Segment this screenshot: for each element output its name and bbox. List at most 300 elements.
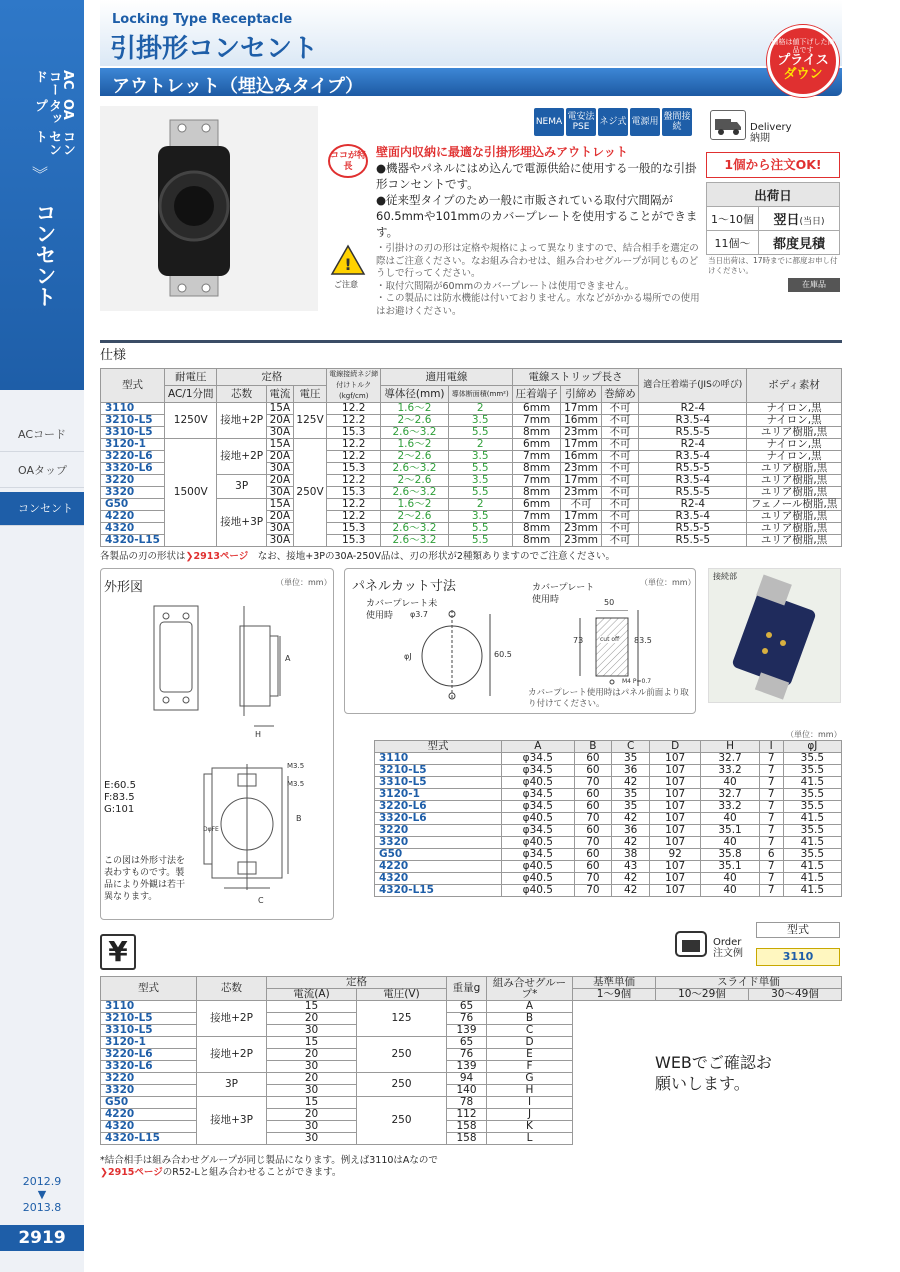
pse-icon: 電安法PSE xyxy=(566,108,596,136)
spec-withstand: 1250V xyxy=(165,403,217,439)
price-model: 3120-1 xyxy=(101,1037,197,1049)
feature-tag: ココが特長 xyxy=(328,144,368,178)
spec-cell: 5.5 xyxy=(448,523,512,535)
price-h-rating: 定格 xyxy=(267,977,447,989)
dim-cell: 60 xyxy=(574,789,612,801)
ship-head: 出荷日 xyxy=(707,183,840,207)
price-voltage: 250 xyxy=(357,1037,447,1073)
dim-cell: 107 xyxy=(649,777,700,789)
dim-cell: 33.2 xyxy=(701,765,759,777)
spec-cell: 8mm xyxy=(512,535,561,547)
dim-cell: 107 xyxy=(649,789,700,801)
dim-cell: 35.5 xyxy=(783,789,841,801)
dim-cell: 7 xyxy=(759,861,783,873)
price-current: 20 xyxy=(267,1049,357,1061)
dim-row xyxy=(375,825,842,837)
spec-model: 3320-L6 xyxy=(101,463,165,475)
spec-cell: 6mm xyxy=(512,499,561,511)
price-model: 3220-L6 xyxy=(101,1049,197,1061)
dim-cell: φ34.5 xyxy=(502,825,574,837)
spec-row xyxy=(101,439,842,451)
dim-row xyxy=(375,849,842,861)
dim-cell: 60 xyxy=(574,825,612,837)
spec-cell: ユリア樹脂,黒 xyxy=(747,463,842,475)
dim-cell: 33.2 xyxy=(701,801,759,813)
price-cores: 接地+3P xyxy=(197,1097,267,1145)
dim-cell: 4220 xyxy=(375,861,502,873)
ship-day-1: 翌日(当日) xyxy=(759,207,840,231)
spec-table xyxy=(100,368,842,547)
spec-cell: 17mm xyxy=(561,439,601,451)
spec-h-voltage: 電圧 xyxy=(293,386,326,403)
price-h-model: 型式 xyxy=(101,977,197,1001)
price-weight: 76 xyxy=(447,1049,487,1061)
caution-notes xyxy=(376,243,701,318)
spec-cell: 12.2 xyxy=(327,475,381,487)
spec-cell: ユリア樹脂,黒 xyxy=(747,427,842,439)
dim-cell: 70 xyxy=(574,777,612,789)
spec-current: 15A xyxy=(266,499,293,511)
outline-title: 外形図 xyxy=(104,580,144,595)
price-h-10-29: 10〜29個 xyxy=(655,989,748,1001)
price-note-link[interactable]: 2915ページ xyxy=(107,1167,163,1178)
price-weight: 78 xyxy=(447,1097,487,1109)
spec-current: 30A xyxy=(266,487,293,499)
spec-cell: 不可 xyxy=(601,511,639,523)
spec-cell: 12.2 xyxy=(327,403,381,415)
spec-model: 4320-L15 xyxy=(101,535,165,547)
panelcut-no-cover: カバープレート未使用時 xyxy=(366,599,438,621)
spec-current: 15A xyxy=(266,403,293,415)
price-model: 3320-L6 xyxy=(101,1061,197,1073)
connection-photo xyxy=(708,568,841,703)
dim-cell: 35.1 xyxy=(701,825,759,837)
feature-heading: 壁面内収納に最適な引掛形埋込みアウトレット xyxy=(376,145,628,159)
feature-bullet-1: ●機器やパネルにはめ込んで電源供給に使用する一般的な引掛形コンセントです。 xyxy=(376,161,697,191)
spec-cell: R5.5-5 xyxy=(639,535,747,547)
dim-cell: 4320-L15 xyxy=(375,885,502,897)
spec-cores: 接地+2P xyxy=(217,403,267,439)
panelcut-unit: （単位：mm） xyxy=(640,578,696,587)
price-weight: 140 xyxy=(447,1085,487,1097)
spec-model: G50 xyxy=(101,499,165,511)
dim-cell: 3220-L6 xyxy=(375,801,502,813)
spec-h-ac: AC/1分間 xyxy=(165,386,217,403)
spec-cell: 8mm xyxy=(512,427,561,439)
caution-label: ご注意 xyxy=(334,280,358,289)
dim-cell: 3220 xyxy=(375,825,502,837)
dim-row xyxy=(375,837,842,849)
panelcut-50: 50 xyxy=(604,598,615,607)
spec-cores: 3P xyxy=(217,475,267,499)
price-voltage: 250 xyxy=(357,1073,447,1097)
sidebar-item-outlet[interactable]: コンセント xyxy=(0,492,84,526)
spec-cell: フェノール樹脂,黒 xyxy=(747,499,842,511)
spec-cell: R3.5-4 xyxy=(639,451,747,463)
spec-cell: ユリア樹脂,黒 xyxy=(747,523,842,535)
ship-day-2: 都度見積 xyxy=(759,231,840,255)
spec-cell: R5.5-5 xyxy=(639,463,747,475)
chevron-down-icon: ︾ xyxy=(32,165,49,184)
order-from-one-banner: 1個から注文OK! xyxy=(706,152,840,178)
dim-cell: 32.7 xyxy=(701,789,759,801)
price-h-weight: 重量g xyxy=(447,977,487,1001)
dim-cell: 7 xyxy=(759,777,783,789)
dim-cell: 107 xyxy=(649,765,700,777)
dim-cell: 70 xyxy=(574,885,612,897)
dim-cell: 36 xyxy=(612,825,650,837)
spec-cell: 2.6〜3.2 xyxy=(381,427,448,439)
dim-unit: （単位：mm） xyxy=(786,730,842,739)
spec-title: 仕様 xyxy=(100,348,127,363)
phone-icon xyxy=(674,928,710,960)
dim-cell: φ40.5 xyxy=(502,885,574,897)
spec-cell: ナイロン,黒 xyxy=(747,415,842,427)
dim-cell: 3210-L5 xyxy=(375,765,502,777)
spec-cell: 2.6〜3.2 xyxy=(381,463,448,475)
dim-cell: 60 xyxy=(574,801,612,813)
price-weight: 139 xyxy=(447,1061,487,1073)
dim-cell: 107 xyxy=(649,813,700,825)
spec-cell: 8mm xyxy=(512,463,561,475)
spec-h-body: ボディ素材 xyxy=(747,369,842,403)
spec-cell: 不可 xyxy=(601,427,639,439)
price-cores: 接地+2P xyxy=(197,1001,267,1037)
price-model: 4320-L15 xyxy=(101,1133,197,1145)
spec-cell: 不可 xyxy=(601,523,639,535)
price-group: J xyxy=(487,1109,573,1121)
outline-f: F:83.5 xyxy=(104,792,135,803)
spec-cell: 17mm xyxy=(561,511,601,523)
dim-cell: 35.5 xyxy=(783,753,841,765)
spec-note-link[interactable]: 2913ページ xyxy=(193,551,249,562)
price-model: 3320 xyxy=(101,1085,197,1097)
panelcut-835: 83.5 xyxy=(634,636,652,645)
spec-h-diameter: 導体径(mm) xyxy=(381,386,448,403)
dim-header: A xyxy=(502,741,574,753)
spec-cell: 23mm xyxy=(561,523,601,535)
power-use-icon: 電源用 xyxy=(630,108,660,136)
dim-cell: φ40.5 xyxy=(502,813,574,825)
spec-cell: 15.3 xyxy=(327,523,381,535)
panelcut-cutoff: cut off xyxy=(600,636,620,643)
price-group: E xyxy=(487,1049,573,1061)
dim-cell: 6 xyxy=(759,849,783,861)
sidebar-cat-ac[interactable]: ACコード xyxy=(32,70,75,96)
price-weight: 94 xyxy=(447,1073,487,1085)
subheader-title: アウトレット（埋込みタイプ） xyxy=(112,76,364,97)
sidebar-categories xyxy=(10,70,74,160)
spec-model: 3220-L6 xyxy=(101,451,165,463)
dim-cell: 35.5 xyxy=(783,765,841,777)
dim-cell: 60 xyxy=(574,861,612,873)
spec-cell: 2 xyxy=(448,403,512,415)
dim-cell: 3320 xyxy=(375,837,502,849)
price-note-1: *結合相手は組み合わせグループが同じ製品になります。例えば3110はAなので xyxy=(100,1155,438,1166)
section-divider xyxy=(100,340,842,343)
spec-cell: 7mm xyxy=(512,475,561,487)
spec-cell: R2-4 xyxy=(639,439,747,451)
spec-cell: ナイロン,黒 xyxy=(747,439,842,451)
spec-current: 30A xyxy=(266,535,293,547)
price-voltage: 250 xyxy=(357,1097,447,1145)
price-note xyxy=(100,1155,438,1179)
dim-cell: 107 xyxy=(649,825,700,837)
price-current: 30 xyxy=(267,1133,357,1145)
spec-cell: 不可 xyxy=(601,403,639,415)
badge-down: ダウン xyxy=(783,67,823,82)
dim-row xyxy=(375,885,842,897)
spec-h-rating: 定格 xyxy=(217,369,327,386)
dim-cell: 41.5 xyxy=(783,777,841,789)
spec-cell: 3.5 xyxy=(448,475,512,487)
outline-label-h: H xyxy=(255,730,262,739)
dim-cell: 107 xyxy=(649,873,700,885)
dim-cell: 7 xyxy=(759,765,783,777)
price-current: 15 xyxy=(267,1097,357,1109)
dim-cell: 92 xyxy=(649,849,700,861)
spec-cell: 3.5 xyxy=(448,451,512,463)
spec-cell: 15.3 xyxy=(327,463,381,475)
spec-cell: 15.3 xyxy=(327,427,381,439)
dim-row xyxy=(375,765,842,777)
dim-cell: φ34.5 xyxy=(502,765,574,777)
spec-cell: ユリア樹脂,黒 xyxy=(747,475,842,487)
dim-cell: 38 xyxy=(612,849,650,861)
price-voltage: 125 xyxy=(357,1001,447,1037)
screw-type-icon: ネジ式 xyxy=(598,108,628,136)
price-weight: 139 xyxy=(447,1025,487,1037)
price-model: G50 xyxy=(101,1097,197,1109)
spec-cell: 12.2 xyxy=(327,511,381,523)
spec-cell: ユリア樹脂,黒 xyxy=(747,535,842,547)
dim-cell: 7 xyxy=(759,873,783,885)
warning-icon xyxy=(330,244,366,276)
spec-current: 30A xyxy=(266,463,293,475)
dim-row xyxy=(375,789,842,801)
price-current: 30 xyxy=(267,1121,357,1133)
outline-note: この図は外形寸法を表わすものです。製品により外観は若干異なります。 xyxy=(104,856,186,902)
dim-cell: 107 xyxy=(649,885,700,897)
spec-cell: 2〜2.6 xyxy=(381,475,448,487)
spec-cell: R3.5-4 xyxy=(639,475,747,487)
panelcut-use-cover: カバープレート使用時 xyxy=(532,583,595,605)
dim-cell: 42 xyxy=(612,777,650,789)
dim-cell: 41.5 xyxy=(783,861,841,873)
spec-cell: 3.5 xyxy=(448,511,512,523)
connection-label: 接続部 xyxy=(713,572,737,581)
spec-voltage: 250V xyxy=(293,439,326,547)
spec-cell: R5.5-5 xyxy=(639,523,747,535)
price-weight: 65 xyxy=(447,1037,487,1049)
spec-cell: 不可 xyxy=(601,415,639,427)
price-h-slide: スライド単価 xyxy=(655,977,841,989)
spec-cell: 不可 xyxy=(561,499,601,511)
sidebar-category-panel xyxy=(0,0,84,390)
panelcut-605: 60.5 xyxy=(494,650,512,659)
dim-cell: 41.5 xyxy=(783,885,841,897)
dim-cell: 40 xyxy=(701,837,759,849)
price-weight: 158 xyxy=(447,1133,487,1145)
panelcut-m4: M4 P=0.7 xyxy=(622,678,652,685)
spec-current: 20A xyxy=(266,475,293,487)
spec-cell: 1.6〜2 xyxy=(381,439,448,451)
spec-cell: 不可 xyxy=(601,451,639,463)
spec-cell: R3.5-4 xyxy=(639,415,747,427)
panelcut-note: カバープレート使用時はパネル前面より取り付けてください。 xyxy=(528,688,689,709)
dim-cell: 41.5 xyxy=(783,837,841,849)
dim-cell: 41.5 xyxy=(783,873,841,885)
price-group: A xyxy=(487,1001,573,1013)
spec-cell: 15.3 xyxy=(327,535,381,547)
spec-cell: ナイロン,黒 xyxy=(747,451,842,463)
page-title-en: Locking Type Receptacle xyxy=(112,12,293,27)
price-current: 30 xyxy=(267,1061,357,1073)
spec-cell: R5.5-5 xyxy=(639,487,747,499)
dim-cell: 42 xyxy=(612,837,650,849)
price-group: C xyxy=(487,1025,573,1037)
spec-cell: 不可 xyxy=(601,535,639,547)
dim-cell: 7 xyxy=(759,825,783,837)
feature-bullet-2: ●従来型タイプのため一般に市販されている取付穴間隔が60.5mmや101mmのカバープレートを使用することができます。 xyxy=(376,193,698,239)
spec-cell: 7mm xyxy=(512,415,561,427)
spec-cell: 1.6〜2 xyxy=(381,499,448,511)
spec-cell: 不可 xyxy=(601,499,639,511)
spec-cell: 16mm xyxy=(561,415,601,427)
sidebar-cat-oa[interactable]: OAタップ xyxy=(32,99,75,126)
dim-row xyxy=(375,801,842,813)
spec-cell: 2.6〜3.2 xyxy=(381,523,448,535)
spec-cell: 1.6〜2 xyxy=(381,403,448,415)
sidebar-item-oa[interactable]: OAタップ xyxy=(0,454,84,488)
dim-header: D xyxy=(649,741,700,753)
dim-header: I xyxy=(759,741,783,753)
dim-cell: 4320 xyxy=(375,873,502,885)
spec-row xyxy=(101,403,842,415)
outline-efg xyxy=(104,780,136,816)
caution-note-1: ・引掛けの刃の形は定格や規格によって異なりますので、結合相手を選定の際はご注意ください。なお組み合わせは、組み合わせグループが同じものどうしで行ってください。 xyxy=(376,243,699,279)
price-weight: 158 xyxy=(447,1121,487,1133)
spec-h-area: 導体断面積(mm²) xyxy=(448,386,512,403)
price-current: 15 xyxy=(267,1037,357,1049)
price-current: 20 xyxy=(267,1109,357,1121)
dim-cell: φ40.5 xyxy=(502,873,574,885)
dim-cell: φ40.5 xyxy=(502,777,574,789)
spec-model: 3110 xyxy=(101,403,165,415)
price-weight: 76 xyxy=(447,1013,487,1025)
spec-cell: 6mm xyxy=(512,439,561,451)
price-model: 4320 xyxy=(101,1121,197,1133)
dim-cell: 7 xyxy=(759,789,783,801)
date-to: 2013.8 xyxy=(22,1201,62,1214)
dim-cell: 35.1 xyxy=(701,861,759,873)
outline-label-a: A xyxy=(285,654,291,663)
dim-cell: 35 xyxy=(612,801,650,813)
spec-current: 20A xyxy=(266,415,293,427)
price-h-30-49: 30〜49個 xyxy=(748,989,841,1001)
spec-cell: ユリア樹脂,黒 xyxy=(747,511,842,523)
price-model: 3210-L5 xyxy=(101,1013,197,1025)
spec-note xyxy=(100,548,615,562)
price-cores: 接地+2P xyxy=(197,1037,267,1073)
spec-h-crimp: 圧着端子 xyxy=(512,386,561,403)
spec-cell: 不可 xyxy=(601,463,639,475)
spec-cell: 23mm xyxy=(561,463,601,475)
spec-cell: 3.5 xyxy=(448,415,512,427)
spec-cell: 23mm xyxy=(561,427,601,439)
sidebar-item-ac[interactable]: ACコード xyxy=(0,418,84,452)
spec-model: 3320 xyxy=(101,487,165,499)
dim-cell: 70 xyxy=(574,813,612,825)
price-h-current: 電流(A) xyxy=(267,989,357,1001)
dim-cell: φ34.5 xyxy=(502,801,574,813)
spec-voltage: 125V xyxy=(293,403,326,439)
spec-cell: 5.5 xyxy=(448,535,512,547)
spec-cell: 2〜2.6 xyxy=(381,451,448,463)
spec-cell: 17mm xyxy=(561,403,601,415)
price-model: 3220 xyxy=(101,1073,197,1085)
badge-caption: 価格は値下げした商品です xyxy=(771,38,835,54)
spec-h-pull: 引締め xyxy=(561,386,601,403)
dim-cell: 41.5 xyxy=(783,813,841,825)
spec-cell: 2.6〜3.2 xyxy=(381,535,448,547)
spec-model: 3310-L5 xyxy=(101,427,165,439)
price-row xyxy=(101,1001,842,1013)
price-weight: 112 xyxy=(447,1109,487,1121)
spec-h-current: 電流 xyxy=(266,386,293,403)
badge-price: プライス xyxy=(777,53,829,68)
delivery-label: Delivery 納期 xyxy=(750,122,792,144)
price-group: I xyxy=(487,1097,573,1109)
spec-cell: 2〜2.6 xyxy=(381,511,448,523)
outline-label-dphie: DφFE xyxy=(203,826,219,833)
dimension-table xyxy=(374,740,842,897)
spec-h-cores: 芯数 xyxy=(217,386,267,403)
spec-h-strip: 電線ストリップ長さ xyxy=(512,369,639,386)
arrow-icon: ❯ xyxy=(100,1167,108,1178)
spec-current: 15A xyxy=(266,439,293,451)
price-current: 30 xyxy=(267,1085,357,1097)
dim-cell: 60 xyxy=(574,849,612,861)
spec-cell: R5.5-5 xyxy=(639,427,747,439)
page-number: 2919 xyxy=(0,1225,84,1251)
caution-note-3: ・この製品には防水機能は付いておりません。水などがかかる場所での使用はお避けください。 xyxy=(376,293,700,317)
dim-cell: 35 xyxy=(612,753,650,765)
spec-model: 4220 xyxy=(101,511,165,523)
sidebar-cat-outlet[interactable]: コンセント xyxy=(32,129,75,156)
dim-cell: 36 xyxy=(612,765,650,777)
ship-note: 当日出荷は、17時までに都度お申し付けください。 xyxy=(708,256,838,275)
price-cores: 3P xyxy=(197,1073,267,1097)
dim-cell: φ34.5 xyxy=(502,753,574,765)
dim-cell: 40 xyxy=(701,873,759,885)
outline-unit: （単位：mm） xyxy=(276,578,332,587)
truck-icon xyxy=(710,110,746,140)
outline-e: E:60.5 xyxy=(104,780,136,791)
spec-cell: R2-4 xyxy=(639,499,747,511)
dim-cell: 35.5 xyxy=(783,825,841,837)
dim-cell: 107 xyxy=(649,861,700,873)
spec-cell: 17mm xyxy=(561,475,601,487)
spec-cell: 7mm xyxy=(512,511,561,523)
spec-cell: R3.5-4 xyxy=(639,511,747,523)
dim-cell: 107 xyxy=(649,837,700,849)
spec-model: 3120-1 xyxy=(101,439,165,451)
ship-qty-2: 11個〜 xyxy=(707,231,759,255)
spec-cell: 5.5 xyxy=(448,427,512,439)
panel-connect-icon: 盤間接続 xyxy=(662,108,692,136)
dim-row xyxy=(375,873,842,885)
